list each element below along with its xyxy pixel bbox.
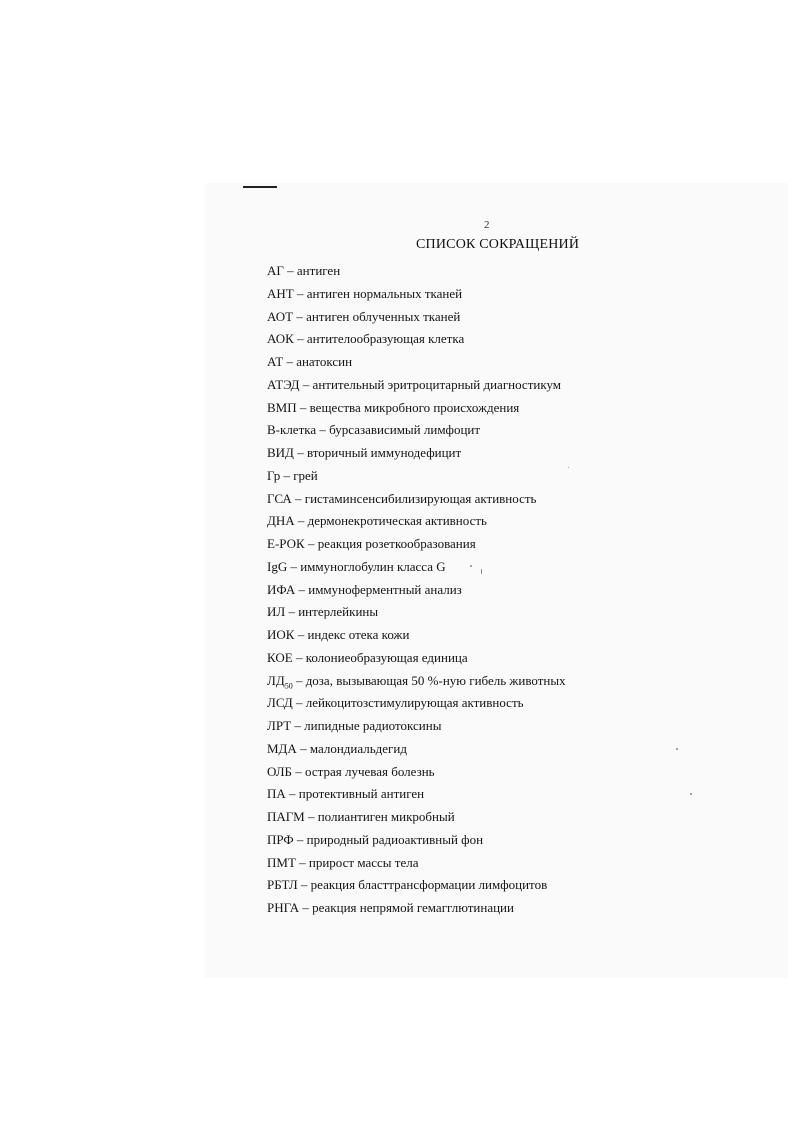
abbreviation-definition: гистаминсенсибилизирующая активность <box>304 490 537 506</box>
abbreviation-definition: колониеобразующая единица <box>305 649 468 665</box>
abbreviation-dash: – <box>299 376 313 392</box>
abbreviation-definition: антиген нормальных тканей <box>306 285 463 301</box>
abbreviation-dash: – <box>295 581 309 597</box>
abbreviation-item <box>267 672 566 695</box>
abbreviation-definition: доза, вызывающая 50 %-ную гибель животных <box>305 672 566 688</box>
abbreviation-item <box>267 876 566 899</box>
abbreviation-item <box>267 376 566 399</box>
abbreviation-definition: прирост массы тела <box>308 854 419 870</box>
abbreviation-definition: анатоксин <box>296 354 353 369</box>
abbreviation-dash: – <box>299 900 313 915</box>
abbreviation-item <box>267 649 566 672</box>
scan-corner-mark <box>243 186 277 188</box>
abbreviation-dash: – <box>293 445 307 460</box>
abbreviation-dash: – <box>316 422 330 438</box>
abbreviation-term-subscript: 50 <box>284 681 293 691</box>
abbreviation-dash: – <box>296 740 310 756</box>
abbreviation-item <box>267 717 566 740</box>
abbreviation-dash: – <box>283 263 297 278</box>
abbreviation-definition: иммуноглобулин класса G <box>300 558 446 574</box>
abbreviation-term: ВМП <box>267 399 297 415</box>
abbreviation-dash: – <box>292 763 306 779</box>
abbreviation-definition: антиген облученных тканей <box>306 308 461 324</box>
abbreviation-dash: – <box>294 627 308 642</box>
abbreviation-item <box>267 467 566 490</box>
abbreviation-item <box>267 490 566 513</box>
abbreviation-definition: полиантиген микробный <box>317 809 455 824</box>
abbreviation-dash: – <box>297 877 311 893</box>
abbreviation-term: РНГА <box>267 900 300 915</box>
abbreviation-definition: реакция бласттрансформации лимфоцитов <box>310 877 548 893</box>
abbreviation-dash: – <box>292 672 306 688</box>
abbreviation-term: АТЭД <box>267 376 300 392</box>
abbreviation-term: ВИД <box>267 445 294 460</box>
abbreviation-definition: антительный эритроцитарный диагностикум <box>312 376 562 392</box>
abbreviation-term: ПА <box>267 786 286 802</box>
abbreviation-term: ЛРТ <box>267 718 292 733</box>
abbreviation-term: ИЛ <box>267 604 286 620</box>
abbreviation-item <box>267 330 566 353</box>
abbreviation-dash: – <box>292 695 306 711</box>
abbreviation-term: РБТЛ <box>267 877 298 893</box>
abbreviation-item <box>267 763 566 786</box>
abbreviation-dash: – <box>294 513 308 529</box>
abbreviation-term: ЛД <box>267 672 285 688</box>
abbreviation-definition: малондиальдегид <box>309 740 407 756</box>
abbreviation-term: ИФА <box>267 581 296 597</box>
abbreviation-dash: – <box>293 285 307 301</box>
abbreviation-definition: реакция розеткообразования <box>317 536 476 551</box>
abbreviation-dash: – <box>293 308 307 324</box>
abbreviation-item <box>267 581 566 604</box>
abbreviation-item <box>267 808 566 831</box>
abbreviation-definition: природный радиоактивный фон <box>306 831 484 847</box>
abbreviation-dash: – <box>283 354 297 369</box>
abbreviation-item <box>267 694 566 717</box>
page-title: СПИСОК СОКРАЩЕНИЙ <box>416 237 580 252</box>
abbreviation-term: В-клетка <box>267 422 317 438</box>
abbreviation-dash: – <box>295 854 309 870</box>
scan-speck <box>676 748 678 750</box>
abbreviation-definition: интерлейкины <box>298 604 379 620</box>
abbreviation-definition: вещества микробного происхождения <box>309 399 520 415</box>
abbreviation-item <box>267 535 566 558</box>
abbreviation-term: ПРФ <box>267 831 294 847</box>
abbreviation-term: АНТ <box>267 285 294 301</box>
abbreviation-definition: лейкоцитозстимулирующая активность <box>305 695 524 711</box>
abbreviation-item <box>267 831 566 854</box>
abbreviation-dash: – <box>291 490 305 506</box>
abbreviation-definition: грей <box>293 467 318 483</box>
abbreviation-dash: – <box>293 331 307 347</box>
abbreviation-term: АГ <box>267 263 284 278</box>
scan-speck <box>481 569 482 574</box>
abbreviation-item <box>267 626 566 649</box>
abbreviation-dash: – <box>296 399 310 415</box>
abbreviation-definition: индекс отека кожи <box>307 627 410 642</box>
abbreviation-item <box>267 444 566 467</box>
abbreviation-definition: реакция непрямой гемагглютинации <box>312 900 514 915</box>
abbreviation-definition: бурсазависимый лимфоцит <box>329 422 481 438</box>
abbreviation-dash: – <box>285 604 299 620</box>
abbreviation-dash: – <box>304 809 318 824</box>
abbreviation-definition: антителообразующая клетка <box>306 331 465 347</box>
abbreviation-list <box>267 262 566 922</box>
abbreviation-term: ОЛБ <box>267 763 293 779</box>
abbreviation-term: ЛСД <box>267 695 293 711</box>
abbreviation-definition: острая лучевая болезнь <box>305 763 435 779</box>
abbreviation-item <box>267 854 566 877</box>
abbreviation-term: ГСА <box>267 490 292 506</box>
abbreviation-definition: вторичный иммунодефицит <box>306 445 462 460</box>
abbreviation-dash: – <box>293 831 307 847</box>
abbreviation-dash: – <box>285 786 299 802</box>
abbreviation-item <box>267 262 566 285</box>
abbreviation-definition: иммуноферментный анализ <box>308 581 462 597</box>
abbreviation-definition: дермонекротическая активность <box>307 513 487 529</box>
abbreviation-definition: протективный антиген <box>298 786 425 802</box>
abbreviation-dash: – <box>292 649 306 665</box>
page-number: 2 <box>484 219 490 231</box>
abbreviation-term: IgG <box>267 558 288 574</box>
abbreviation-item <box>267 899 566 922</box>
abbreviation-item <box>267 558 566 581</box>
abbreviation-item <box>267 785 566 808</box>
abbreviation-item <box>267 512 566 535</box>
scan-speck <box>470 565 472 567</box>
abbreviation-term: ИОК <box>267 627 295 642</box>
abbreviation-term: Гр <box>267 467 281 483</box>
abbreviation-item <box>267 285 566 308</box>
abbreviation-item <box>267 421 566 444</box>
abbreviation-term: ПАГМ <box>267 809 305 824</box>
abbreviation-term: КОЕ <box>267 649 293 665</box>
abbreviation-term: АОТ <box>267 308 294 324</box>
abbreviation-item <box>267 353 566 376</box>
scan-speck <box>690 793 692 795</box>
abbreviation-dash: – <box>280 467 294 483</box>
abbreviation-term: ДНА <box>267 513 295 529</box>
abbreviation-term: МДА <box>267 740 297 756</box>
abbreviation-dash: – <box>291 718 305 733</box>
abbreviation-item <box>267 603 566 626</box>
abbreviation-item <box>267 308 566 331</box>
abbreviation-dash: – <box>304 536 318 551</box>
abbreviation-definition: липидные радиотоксины <box>304 718 442 733</box>
abbreviation-dash: – <box>287 558 301 574</box>
abbreviation-term: АТ <box>267 354 284 369</box>
abbreviation-term: АОК <box>267 331 294 347</box>
abbreviation-item <box>267 740 566 763</box>
abbreviation-term: ПМТ <box>267 854 296 870</box>
abbreviation-item <box>267 399 566 422</box>
scan-speck <box>568 467 569 468</box>
abbreviation-definition: антиген <box>296 263 341 278</box>
abbreviation-term: Е-РОК <box>267 536 305 551</box>
